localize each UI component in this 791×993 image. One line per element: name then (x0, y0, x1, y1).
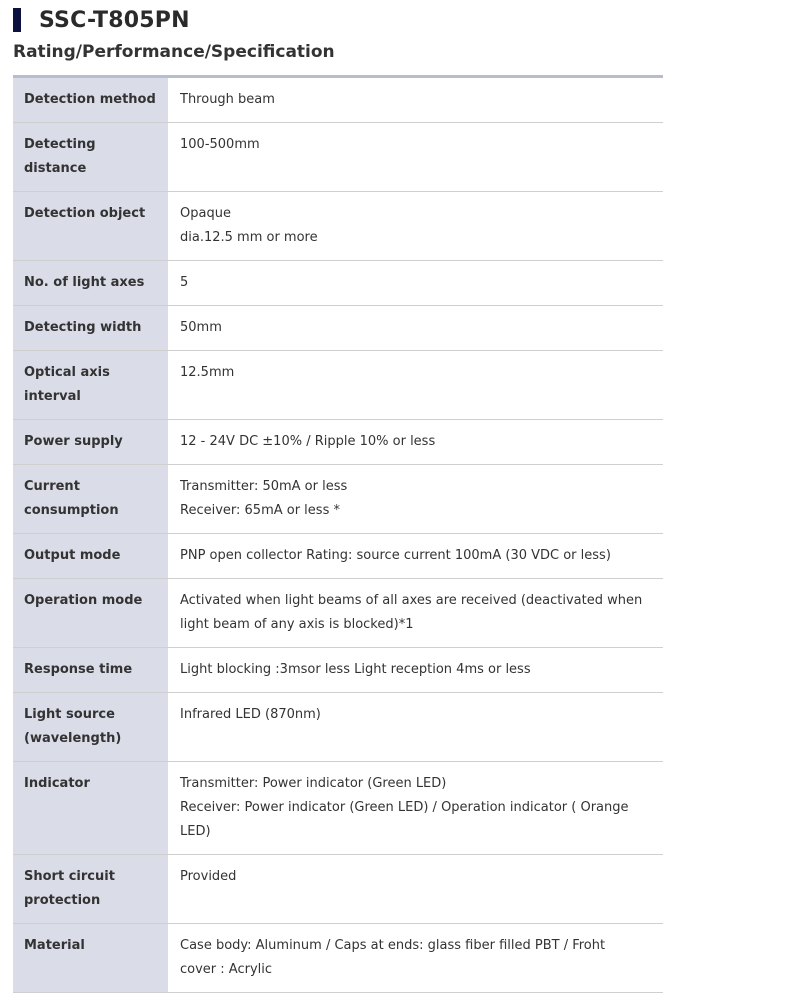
spec-value (168, 261, 663, 305)
spec-label: Output mode (13, 534, 168, 578)
spec-value (168, 693, 663, 761)
spec-value (168, 123, 663, 191)
spec-label: Response time (13, 648, 168, 692)
spec-value-line: Light blocking :3msor less Light reception 4ms or less (180, 662, 531, 677)
page-header (13, 6, 190, 34)
spec-label: Power supply (13, 420, 168, 464)
spec-row (13, 534, 663, 579)
spec-label: Short circuit protection (13, 855, 168, 923)
spec-table (13, 75, 663, 993)
spec-value-line: Activated when light beams of all axes are received (deactivated when light beam of any axis is blocked)*1 (180, 593, 643, 632)
spec-value (168, 192, 663, 260)
spec-value-line: Case body: Aluminum / Caps at ends: glass fiber filled PBT / Froht cover : Acrylic (180, 938, 606, 977)
spec-value-line: dia.12.5 mm or more (180, 230, 318, 245)
spec-value-line: Transmitter: Power indicator (Green LED) (180, 776, 447, 791)
spec-value (168, 420, 663, 464)
spec-value-line: Opaque (180, 206, 231, 221)
spec-value-line: Through beam (180, 92, 275, 107)
spec-row (13, 123, 663, 192)
spec-value-line: Provided (180, 869, 237, 884)
spec-value (168, 306, 663, 350)
spec-row (13, 762, 663, 855)
spec-label: Detecting distance (13, 123, 168, 191)
spec-label: No. of light axes (13, 261, 168, 305)
spec-row (13, 78, 663, 123)
spec-value (168, 579, 663, 647)
section-subtitle: Rating/Performance/Specification (13, 42, 335, 62)
spec-value (168, 762, 663, 854)
spec-label: Detecting width (13, 306, 168, 350)
spec-row (13, 579, 663, 648)
spec-label: Indicator (13, 762, 168, 854)
spec-value (168, 855, 663, 923)
spec-value (168, 534, 663, 578)
spec-value (168, 78, 663, 122)
spec-value-line: 5 (180, 275, 189, 290)
spec-label: Optical axis interval (13, 351, 168, 419)
spec-row (13, 420, 663, 465)
spec-value-line: Receiver: Power indicator (Green LED) / Operation indicator ( Orange LED) (180, 800, 629, 839)
page-title: SSC-T805PN (39, 7, 190, 33)
spec-label: Material (13, 924, 168, 992)
spec-value (168, 465, 663, 533)
spec-row (13, 192, 663, 261)
spec-row (13, 693, 663, 762)
spec-value (168, 351, 663, 419)
spec-value-line: Transmitter: 50mA or less (180, 479, 348, 494)
spec-row (13, 261, 663, 306)
spec-value-line: Infrared LED (870nm) (180, 707, 321, 722)
spec-value (168, 648, 663, 692)
spec-value-line: 12 - 24V DC ±10% / Ripple 10% or less (180, 434, 436, 449)
spec-value-line: 100-500mm (180, 137, 260, 152)
spec-row (13, 924, 663, 993)
spec-label: Operation mode (13, 579, 168, 647)
spec-value (168, 924, 663, 992)
spec-label: Detection method (13, 78, 168, 122)
spec-row (13, 465, 663, 534)
spec-value-line: Receiver: 65mA or less * (180, 503, 340, 518)
spec-value-line: 50mm (180, 320, 222, 335)
spec-value-line: 12.5mm (180, 365, 235, 380)
spec-label: Light source (wavelength) (13, 693, 168, 761)
spec-label: Detection object (13, 192, 168, 260)
spec-value-line: PNP open collector Rating: source current 100mA (30 VDC or less) (180, 548, 611, 563)
spec-label: Current consumption (13, 465, 168, 533)
spec-row (13, 351, 663, 420)
spec-row (13, 306, 663, 351)
spec-row (13, 855, 663, 924)
title-accent-bar (13, 8, 21, 32)
spec-row (13, 648, 663, 693)
